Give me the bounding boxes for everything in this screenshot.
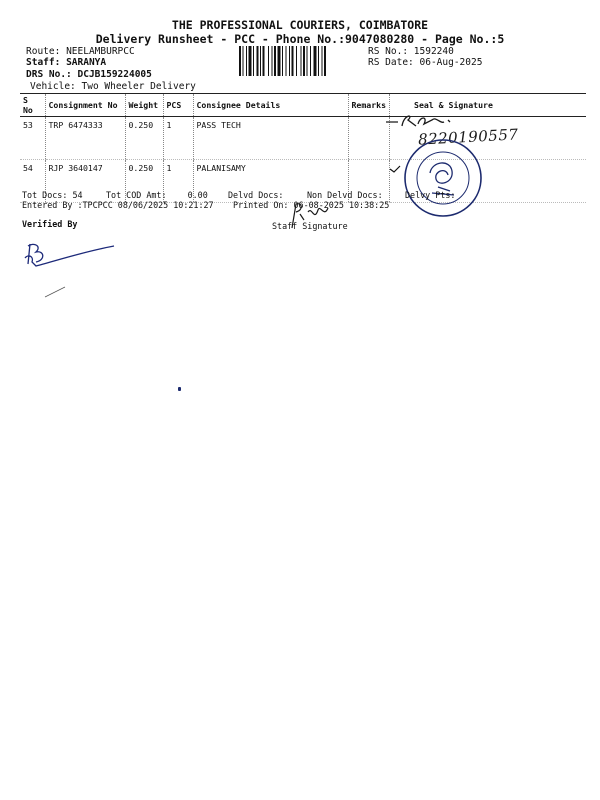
stray-pen-mark bbox=[44, 286, 66, 298]
company-title: THE PROFESSIONAL COURIERS, COIMBATORE bbox=[171, 18, 429, 32]
route-label: Route: bbox=[26, 46, 61, 57]
rs-date-value: 06-Aug-2025 bbox=[419, 57, 483, 68]
rs-no-line bbox=[368, 46, 454, 57]
cell-consignee: PALANISAMY bbox=[193, 160, 348, 203]
route-value: NEELAMBURPCC bbox=[66, 46, 135, 57]
tot-cod-label: Tot COD Amt: bbox=[106, 190, 167, 200]
cell-consignee: PASS TECH bbox=[193, 117, 348, 160]
runsheet-subtitle: Delivery Runsheet - PCC - Phone No.:9047080280 - Page No.:5 bbox=[95, 32, 505, 46]
cell-weight: 0.250 bbox=[125, 117, 163, 160]
col-sno: S No bbox=[20, 94, 45, 117]
vehicle-label: Vehicle: bbox=[30, 81, 76, 92]
vehicle-value: Two Wheeler Delivery bbox=[81, 81, 196, 92]
vehicle-line bbox=[30, 81, 196, 92]
verified-by-signature-image bbox=[22, 240, 118, 268]
cell-pcs: 1 bbox=[163, 160, 193, 203]
runsheet-table bbox=[20, 93, 586, 203]
cell-sno: 54 bbox=[20, 160, 45, 203]
delvy-pts-label: Delvy Pts: bbox=[405, 190, 456, 200]
rs-date-label: RS Date: bbox=[368, 57, 414, 68]
drs-label: DRS No.: bbox=[26, 69, 72, 80]
col-seal-signature: Seal & Signature bbox=[390, 94, 586, 117]
tot-docs-value: 54 bbox=[72, 190, 83, 200]
barcode-image bbox=[239, 46, 365, 76]
col-consignment: Consignment No bbox=[45, 94, 125, 117]
drs-value: DCJB159224005 bbox=[77, 69, 152, 80]
entered-by: Entered By :TPCPCC 08/06/2025 10:21:27 bbox=[22, 200, 214, 210]
cell-sno: 53 bbox=[20, 117, 45, 160]
handwritten-phone-number: 8220190557 bbox=[417, 125, 519, 149]
col-pcs: PCS bbox=[163, 94, 193, 117]
tot-cod-line bbox=[106, 190, 208, 200]
company-seal-stamp bbox=[402, 137, 484, 219]
rs-date-line bbox=[368, 57, 482, 68]
staff-value: SARANYA bbox=[66, 57, 107, 68]
rs-no-value: 1592240 bbox=[413, 46, 454, 57]
staff-label: Staff: bbox=[26, 57, 61, 68]
col-weight: Weight bbox=[125, 94, 163, 117]
staff-signature-image bbox=[288, 200, 334, 230]
cell-weight: 0.250 bbox=[125, 160, 163, 203]
delvd-docs-label: Delvd Docs: bbox=[228, 190, 284, 200]
col-remarks: Remarks bbox=[348, 94, 390, 117]
stray-ink-dot bbox=[178, 387, 181, 391]
printed-on: Printed On: 06-08-2025 10:38:25 bbox=[233, 200, 390, 210]
tick-mark-icon bbox=[389, 165, 401, 175]
cell-pcs: 1 bbox=[163, 117, 193, 160]
tot-cod-value: 0.00 bbox=[187, 190, 208, 200]
table-header-row bbox=[20, 94, 586, 117]
cell-consignment: TRP 6474333 bbox=[45, 117, 125, 160]
non-delvd-docs-label: Non Delvd Docs: bbox=[307, 190, 383, 200]
totals-line bbox=[22, 190, 83, 200]
col-consignee: Consignee Details bbox=[193, 94, 348, 117]
staff-line bbox=[26, 57, 106, 68]
table-row bbox=[20, 160, 586, 203]
drs-line bbox=[26, 69, 152, 80]
tot-docs-label: Tot Docs: bbox=[22, 190, 68, 200]
cell-consignment: RJP 3640147 bbox=[45, 160, 125, 203]
staff-signature-label: Staff Signature bbox=[272, 221, 348, 231]
verified-by-label: Verified By bbox=[22, 219, 78, 229]
route-line bbox=[26, 46, 135, 57]
rs-no-label: RS No.: bbox=[368, 46, 409, 57]
